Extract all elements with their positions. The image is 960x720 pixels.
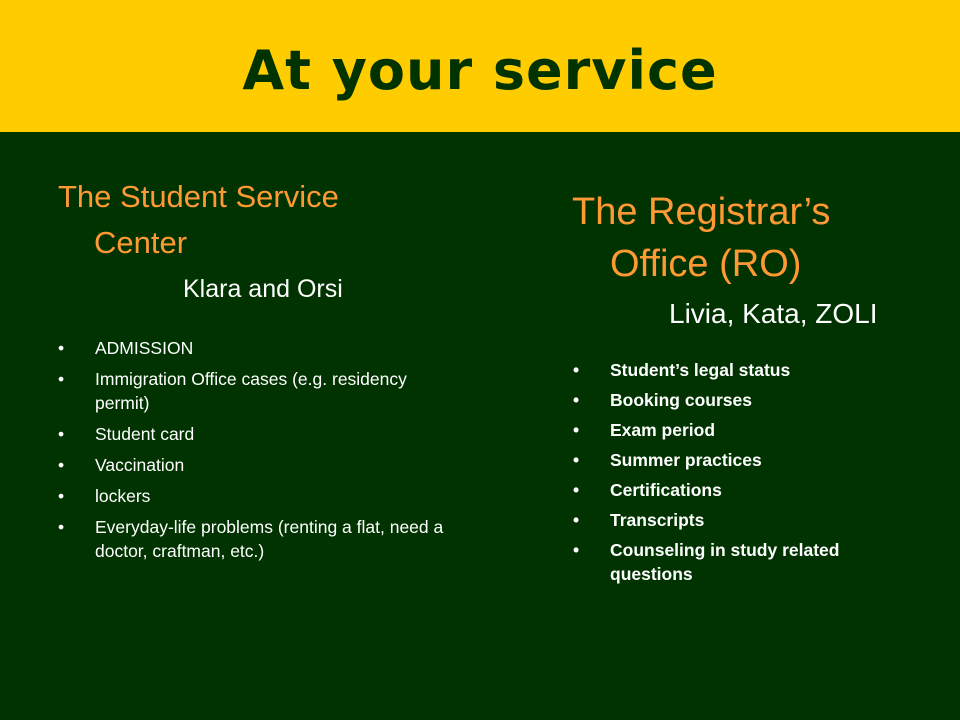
bullet-icon: • [58,424,65,444]
student-service-list [58,336,448,570]
student-service-staff: Klara and Orsi [183,275,343,303]
bullet-icon: • [573,510,580,530]
list-item [573,448,913,472]
list-item [573,358,913,382]
list-item-text: Student card [95,424,195,444]
registrars-office-staff: Livia, Kata, ZOLI [669,298,878,329]
list-item-text: lockers [95,486,151,506]
bullet-icon: • [573,390,580,410]
list-item [573,538,913,586]
list-item-text: Immigration Office cases (e.g. residency permit) [95,369,407,413]
list-item [573,418,913,442]
heading-line-1: The Registrar’s [572,191,831,233]
student-service-center-heading [58,174,339,266]
bullet-icon: • [58,455,65,475]
heading-line-2: Center [94,225,188,260]
bullet-icon: • [573,360,580,380]
list-item-text: Summer practices [610,450,762,470]
list-item-text: Everyday-life problems (renting a flat, need a doctor, craftman, etc.) [95,517,444,561]
bullet-icon: • [573,480,580,500]
bullet-icon: • [58,369,65,389]
list-item [573,478,913,502]
heading-line-1: The Student Service [58,179,339,214]
list-item-text: Transcripts [610,510,705,530]
list-item-text: Counseling in study related questions [610,540,840,584]
list-item-text: Vaccination [95,455,185,475]
slide-title: At your service [242,39,718,102]
list-item-text: Student’s legal status [610,360,791,380]
bullet-icon: • [573,540,580,560]
list-item [573,388,913,412]
bullet-icon: • [573,420,580,440]
registrars-office-list [573,358,913,592]
list-item-text: ADMISSION [95,338,194,358]
registrars-office-heading [572,186,830,290]
bullet-icon: • [573,450,580,470]
list-item-text: Exam period [610,420,716,440]
list-item [58,484,448,508]
list-item [58,367,448,415]
heading-line-2: Office (RO) [610,243,802,285]
list-item [573,508,913,532]
bullet-icon: • [58,517,65,537]
bullet-icon: • [58,338,65,358]
list-item-text: Booking courses [610,390,752,410]
list-item [58,422,448,446]
list-item-text: Certifications [610,480,722,500]
list-item [58,336,448,360]
list-item [58,453,448,477]
bullet-icon: • [58,486,65,506]
list-item [58,515,448,563]
